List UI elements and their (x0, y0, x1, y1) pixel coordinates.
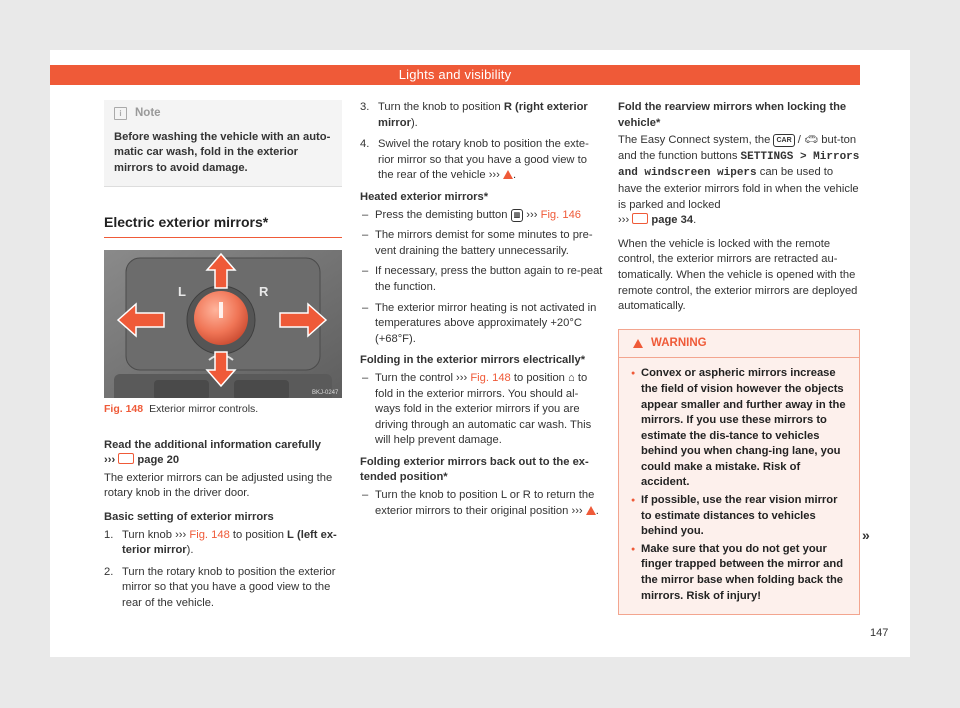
back-heading: Folding exterior mirrors back out to the ex-tended position* (360, 455, 589, 484)
figure-ref[interactable]: Fig. 148 (470, 371, 511, 384)
warning-icon[interactable] (586, 506, 596, 515)
fold-heading: Fold the rearview mirrors when locking the vehicle* (618, 101, 847, 129)
list-item: 1. Turn knob ››› Fig. 148 to position L (left ex-terior mirror). (104, 528, 337, 557)
info-icon: i (114, 107, 127, 120)
mirror-controls-illustration (104, 250, 342, 398)
car-button: CAR (773, 134, 794, 147)
demist-button-icon: ▥ (511, 209, 524, 222)
warning-item: ● Make sure that you do not get your finger trapped between the mirror and the mirror base when folding back the mirrors. Risk of injury! (631, 542, 847, 604)
folding-list (360, 371, 603, 449)
figure-caption: Fig. 148 Exterior mirror controls. (104, 402, 259, 415)
folding-heading: Folding in the exterior mirrors electrically* (360, 354, 586, 367)
note-text: Before washing the vehicle with an auto-matic car wash, fold in the exterior mirrors to avoid damage. (114, 130, 331, 174)
warning-item: ● Convex or aspheric mirrors increase the field of vision however the objects appear smaller and further away in the mirrors. If you use these mirrors to estimate the dis-tance to vehicles behind you when chang-ing lane, you could make a mistake. Risk of accident. (631, 366, 847, 491)
book-icon (632, 213, 648, 224)
car-icon: 🚗︎ (803, 134, 819, 147)
list-item: – Press the demisting button ▥ ››› Fig. 146 (360, 208, 603, 224)
dial-letter-r: R (259, 283, 269, 299)
read-more: Read the additional information carefully ››› page 20 (104, 438, 321, 467)
figure-ref[interactable]: Fig. 148 (189, 528, 230, 541)
warning-item: ● If possible, use the rear vision mirror to estimate distances to vehicles behind you. (631, 493, 847, 540)
list-item: 3. Turn the knob to position R (right exterior mirror). (360, 101, 588, 129)
list-item: – The mirrors demist for some minutes to pre-vent draining the battery unnecessarily. (360, 228, 603, 259)
page-header: Lights and visibility (50, 65, 860, 85)
basic-setting-heading: Basic setting of exterior mirrors (104, 510, 274, 523)
figure-ref[interactable]: Fig. 146 (540, 208, 582, 221)
list-item: – Turn the control ››› Fig. 148 to position ⌂ to fold in the exterior mirrors. You should al-ways fold in the exterior mirrors if you are driving through an automatic car wash. This will help prevent damage. (360, 371, 603, 449)
remote-paragraph: When the vehicle is locked with the remote control, the exterior mirrors are retracted au-tomatically. When the vehicle is opened with the remote control, the exterior mirrors are deployed automatically. (618, 237, 858, 313)
warning-label: WARNING (651, 336, 707, 349)
fold-mirror-icon: ⌂ (568, 371, 575, 384)
page-link[interactable]: page 34 (651, 214, 694, 227)
heated-list (360, 208, 603, 348)
mirror-controls-figure (104, 250, 342, 398)
book-icon (118, 453, 134, 464)
list-item: – Turn the knob to position L or R to return the exterior mirrors to their original position ››› . (360, 488, 603, 519)
warning-icon (633, 339, 643, 348)
column-2 (360, 100, 603, 525)
heated-heading: Heated exterior mirrors* (360, 190, 489, 203)
figure-code: BKJ-0247 (312, 389, 339, 396)
continued-mark: » (862, 527, 870, 543)
column-3 (618, 100, 860, 615)
list-item: – The exterior mirror heating is not activated in temperatures above approximately +20°C (+68°F). (360, 301, 603, 348)
list-item: – If necessary, press the button again to re-peat the function. (360, 264, 603, 295)
column-1 (104, 100, 342, 618)
dial-letter-l: L (178, 283, 186, 299)
note-label: Note (135, 107, 161, 119)
back-list (360, 488, 603, 519)
basic-setting-steps (104, 528, 342, 612)
note-box (104, 100, 342, 187)
fold-paragraph: The Easy Connect system, the CAR / 🚗︎ but-ton and the function buttons SETTINGS > Mirrors and windscreen wipers can be used to have the exterior mirrors fold in when the vehicle is parked and locked ››› page 34. (618, 134, 860, 227)
basic-setting-steps-continued (360, 100, 603, 184)
settings-menu-path: SETTINGS > Mirrors and windscreen wipers (618, 150, 860, 180)
warning-box (618, 329, 860, 616)
list-item: 4. Swivel the rotary knob to position the exte-rior mirror so that you have a good view to the rear of the vehicle ››› . (360, 138, 589, 182)
intro-paragraph: The exterior mirrors can be adjusted using the rotary knob in the driver door. (104, 471, 333, 500)
list-item: 2. Turn the rotary knob to position the exterior mirror so that you have a good view to the rear of the vehicle. (104, 565, 336, 609)
section-title: Electric exterior mirrors* (104, 215, 342, 238)
warning-icon[interactable] (503, 170, 513, 179)
page-link[interactable]: page 20 (137, 454, 180, 467)
page-number: 147 (870, 627, 889, 639)
